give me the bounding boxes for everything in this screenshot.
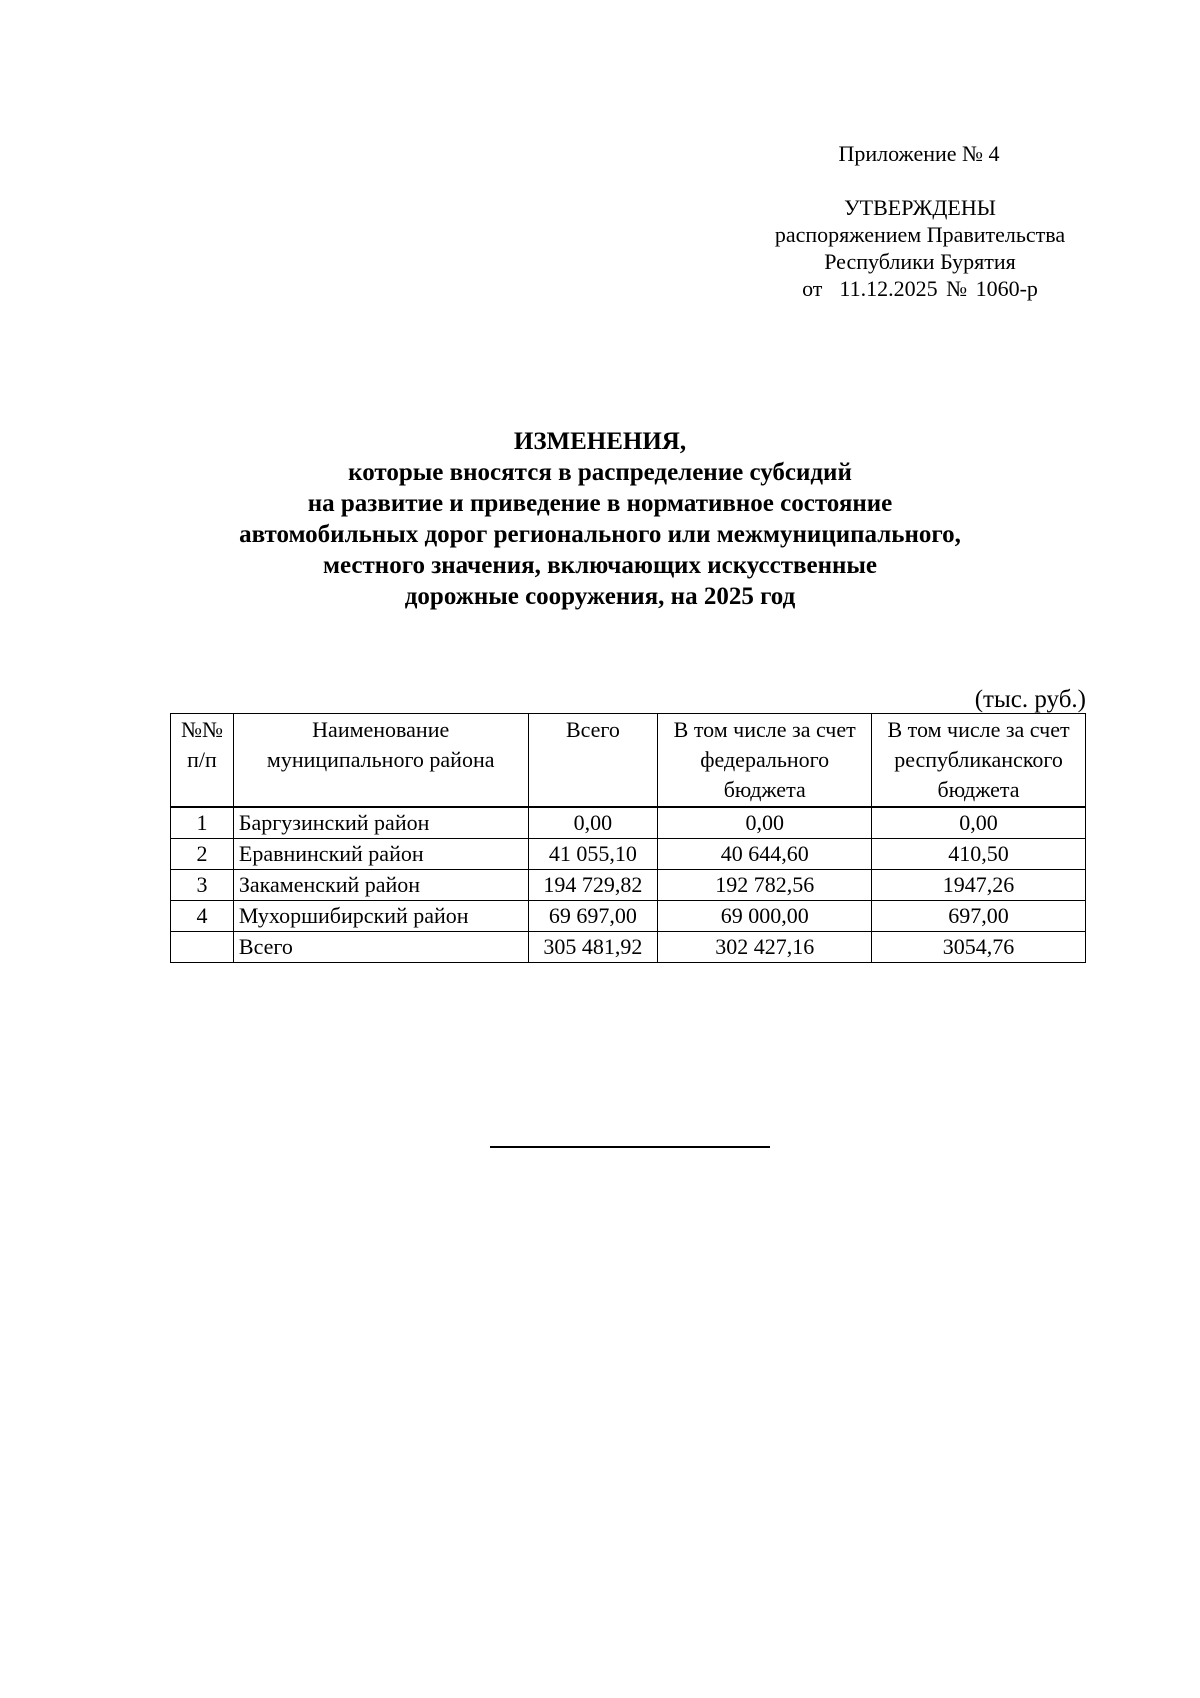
- appendix-number: Приложение № 4: [838, 141, 1000, 166]
- republic-value: 410,50: [872, 839, 1086, 870]
- district-name: Закаменский район: [233, 870, 528, 901]
- grand-republic-value: 3054,76: [872, 932, 1086, 963]
- table-row: [171, 870, 1086, 901]
- row-number: 1: [171, 807, 234, 839]
- approval-line-republic: Республики Бурятия: [824, 249, 1016, 274]
- federal-value: 40 644,60: [658, 839, 872, 870]
- header-total: Всего: [528, 714, 658, 808]
- row-number: 2: [171, 839, 234, 870]
- title-heading: ИЗМЕНЕНИЯ,: [513, 428, 687, 455]
- title-line: местного значения, включающих искусственные: [323, 552, 877, 579]
- total-value: 41 055,10: [528, 839, 658, 870]
- units-label: (тыс. руб.): [974, 686, 1086, 713]
- header-federal: В том числе за счет федерального бюджета: [658, 714, 872, 808]
- republic-value: 1947,26: [872, 870, 1086, 901]
- district-name: Баргузинский район: [233, 807, 528, 839]
- row-number: 4: [171, 901, 234, 932]
- approval-line-order: распоряжением Правительства: [774, 222, 1066, 247]
- district-name: Мухоршибирский район: [233, 901, 528, 932]
- table-row: [171, 839, 1086, 870]
- title-line: которые вносятся в распределение субсидий: [348, 459, 852, 486]
- table-row: [171, 807, 1086, 839]
- district-name: Еравнинский район: [233, 839, 528, 870]
- header-district: Наименование муниципального района: [233, 714, 528, 808]
- approval-line-date: от 11.12.2025 № 1060-р: [802, 276, 1038, 301]
- title-line: на развитие и приведение в нормативное состояние: [307, 490, 893, 517]
- total-value: 69 697,00: [528, 901, 658, 932]
- grand-federal-value: 302 427,16: [658, 932, 872, 963]
- table-row: [171, 901, 1086, 932]
- row-number: 3: [171, 870, 234, 901]
- approval-block: [740, 194, 1100, 302]
- title-line: дорожные сооружения, на 2025 год: [404, 583, 796, 610]
- federal-value: 192 782,56: [658, 870, 872, 901]
- header-republic: В том числе за счет республиканского бюджета: [872, 714, 1086, 808]
- republic-value: 697,00: [872, 901, 1086, 932]
- federal-value: 0,00: [658, 807, 872, 839]
- table-header-row: [171, 714, 1086, 808]
- subsidy-table: [170, 713, 1086, 963]
- row-number: [171, 932, 234, 963]
- grand-total-value: 305 481,92: [528, 932, 658, 963]
- approved-label: УТВЕРЖДЕНЫ: [844, 195, 996, 220]
- total-value: 194 729,82: [528, 870, 658, 901]
- federal-value: 69 000,00: [658, 901, 872, 932]
- end-divider: [490, 1146, 770, 1148]
- title-line: автомобильных дорог регионального или межмуниципального,: [239, 521, 961, 548]
- document-title: [150, 426, 1050, 612]
- total-value: 0,00: [528, 807, 658, 839]
- header-number: №№ п/п: [171, 714, 234, 808]
- republic-value: 0,00: [872, 807, 1086, 839]
- table-total-row: [171, 932, 1086, 963]
- total-label: Всего: [233, 932, 528, 963]
